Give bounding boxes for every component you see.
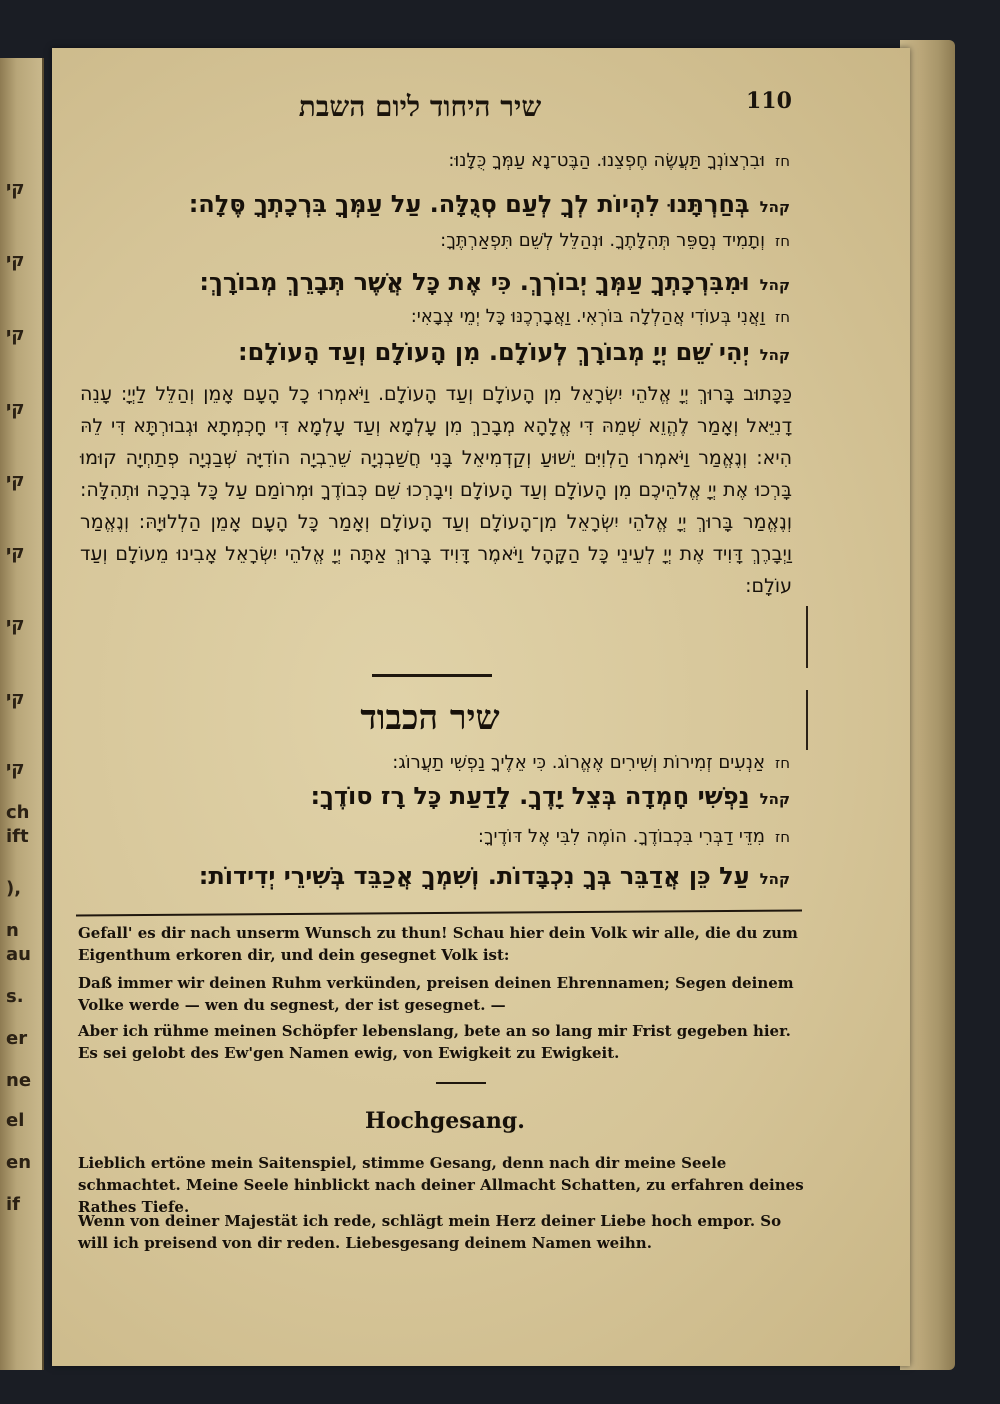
page-title: שיר היחוד ליום השבת bbox=[298, 90, 542, 123]
german-paragraph: Wenn von deiner Majestät ich rede, schlägt mein Herz deiner Liebe hoch empor. So will ich preisend von dir reden. Liebesgesang deinem Namen weihn. bbox=[78, 1212, 782, 1252]
hymn-line-cantor: חזאַנְעִים זְמִירוֹת וְשִׁירִים אֶאֱרוֹג. כִּי אֵלֶיךָ נַפְשִׁי תַעֲרוֹג: bbox=[392, 752, 790, 773]
margin-fragment: קי bbox=[6, 614, 25, 635]
hymn-line-kahal: קהליְהִי שֵׁם יְיָ מְבוֹרָךְ לְעוֹלָם. מִן הָעוֹלָם וְעַד הָעוֹלָם: bbox=[238, 338, 790, 366]
margin-fragment: קי bbox=[6, 688, 25, 709]
page-number: 110 bbox=[746, 88, 792, 114]
margin-fragment: קי bbox=[6, 178, 25, 199]
hymn-line-kahal: קהלבְּחַרְתָּנוּ לִהְיוֹת לְךָ לְעַם סְגֻלָּה. עַל עַמְּךָ בִּרְכָתְךָ סֶּלָה: bbox=[188, 190, 790, 218]
role-label: חז bbox=[775, 754, 790, 772]
margin-fragment: n bbox=[6, 920, 19, 941]
role-label: קהל bbox=[759, 790, 790, 808]
margin-fragment: ne bbox=[6, 1070, 32, 1091]
margin-fragment: s. bbox=[6, 986, 24, 1007]
margin-fragment: au bbox=[6, 944, 31, 965]
margin-fragment: ch bbox=[6, 802, 30, 823]
margin-fragment: ), bbox=[6, 878, 22, 899]
section-divider bbox=[372, 674, 492, 677]
previous-page-edge bbox=[0, 58, 44, 1370]
margin-bar bbox=[806, 690, 808, 750]
german-paragraph: Daß immer wir deinen Ruhm verkünden, preisen deinen Ehrennamen; Segen deinem Volke werde — wen du segnest, der ist gesegnet. — bbox=[78, 974, 794, 1014]
margin-fragment: ift bbox=[6, 826, 29, 847]
margin-fragment: קי bbox=[6, 324, 25, 345]
german-paragraph: Aber ich rühme meinen Schöpfer lebenslang, bete an so lang mir Frist gegeben hier. Es sei gelobt des Ew'gen Namen ewig, von Ewigkeit zu Ewigkeit. bbox=[78, 1022, 791, 1062]
role-label: חז bbox=[775, 232, 790, 250]
german-paragraph: Gefall' es dir nach unserm Wunsch zu thun! Schau hier dein Volk wir alle, die du zum Eigenthum erkoren dir, und dein gesegnet Volk ist: bbox=[78, 924, 798, 964]
role-label: חז bbox=[775, 308, 790, 326]
margin-fragment: קי bbox=[6, 542, 25, 563]
margin-fragment: קי bbox=[6, 398, 25, 419]
margin-fragment: er bbox=[6, 1028, 28, 1049]
margin-fragment: קי bbox=[6, 758, 25, 779]
margin-fragment: el bbox=[6, 1110, 25, 1131]
role-label: קהל bbox=[759, 346, 790, 364]
hymn-line-cantor: חזוַאֲנִי בְּעוֹדִי אֲהַלְלָה בּוֹרְאִי. וַאֲבָרְכֶנּוּ כָּל יְמֵי צְבָאִי: bbox=[410, 306, 790, 327]
margin-bar bbox=[806, 606, 808, 668]
hymn-line-cantor: חזמִדֵּי דַבְּרִי בִּכְבוֹדֶךָ. הוֹמֶה לִבִּי אֶל דּוֹדֶיךָ: bbox=[477, 826, 790, 847]
german-section-title: Hochgesang. bbox=[365, 1108, 525, 1134]
margin-fragment: קי bbox=[6, 250, 25, 271]
hymn-line-kahal: קהלוּמִבִּרְכָתְךָ עַמְּךָ יְבוֹרְךְ. כִּי אֶת כָּל אֲשֶׁר תְּבָרֵךְ מְבוֹרָךְ: bbox=[199, 268, 790, 296]
role-label: קהל bbox=[759, 198, 790, 216]
margin-fragment: if bbox=[6, 1194, 21, 1215]
section-divider bbox=[436, 1082, 486, 1084]
role-label: חז bbox=[775, 152, 790, 170]
role-label: קהל bbox=[759, 276, 790, 294]
hymn-line-kahal: קהלעַל כֵּן אֲדַבֵּר בְּךָ נִכְבָּדוֹת. וְשִׁמְךָ אֲכַבֵּד בְּשִׁירֵי יְדִידוֹת: bbox=[198, 862, 790, 890]
margin-fragment: קי bbox=[6, 470, 25, 491]
hymn-line-cantor: חזוְתָמִיד נְסַפֵּר תְּהִלָּתֶךָ. וּנְהַלֵּל לְשֵׁם תִּפְאַרְתֶּךָ: bbox=[440, 230, 790, 251]
german-paragraph: Lieblich ertöne mein Saitenspiel, stimme Gesang, denn nach dir meine Seele schmachtet. Meine Seele hinblickt nach deiner Allmacht Schatten, zu erfahren deines Rathes Tiefe. bbox=[78, 1154, 804, 1216]
hymn-line-cantor: חזוּבִרְצוֹנְךָ תַּעֲשֶׂה חֶפְצֵנוּ. הַבֶּט־נָא עַמְּךָ כֻּלָּנוּ: bbox=[448, 150, 790, 171]
section-title: שיר הכבוד bbox=[360, 698, 500, 738]
role-label: קהל bbox=[759, 870, 790, 888]
scripture-paragraph: כַּכָּתוּב בָּרוּךְ יְיָ אֱלֹהֵי יִשְׂרָאֵל מִן הָעוֹלָם וְעַד הָעוֹלָם. וַיֹּאמְרוּ כָל הָעָם אָמֵן וְהַלֵּל לַיְיָ: עָנֵה דָנִיֵּאל וְאָמַר לֶהֱוֵא שְׁמֵהּ דִּי אֱלָהָא מְבָרַךְ מִן עָלְמָא וְעַד עָלְמָא דִּי חָכְמְתָא וּגְבוּרְתָּא דִּי לֵהּ הִיא: וְנֶאֱמַר וַיֹּאמְרוּ הַלְוִיִּם יֵשׁוּעַ וְקַדְמִיאֵל בָּנִי חֲשַׁבְנְיָה שֵׁרֵבְיָה הוֹדִיָּה שְׁבַנְיָה פְתַחְיָה קוּמוּ בָּרְכוּ אֶת יְיָ אֱלֹהֵיכֶם מִן הָעוֹלָם וְעַד הָעוֹלָם וִיבָרְכוּ שֵׁם כְּבוֹדֶךָ וּמְרוֹמַם עַל כָּל בְּרָכָה וּתְהִלָּה: וְנֶאֱמַר בָּרוּךְ יְיָ אֱלֹהֵי יִשְׂרָאֵל מִן־הָעוֹלָם וְעַד הָעוֹלָם וְאָמַר כָּל הָעָם אָמֵן הַלְלוּיָהּ: וְנֶאֱמַר וַיְבָרֶךְ דָּוִיד אֶת יְיָ לְעֵינֵי כָּל הַקָּהָל וַיֹּאמֶר דָּוִיד בָּרוּךְ אַתָּה יְיָ אֱלֹהֵי יִשְׂרָאֵל אָבִינוּ מֵעוֹלָם וְעַד עוֹלָם: bbox=[80, 383, 792, 597]
margin-fragment: en bbox=[6, 1152, 32, 1173]
hymn-line-kahal: קהלנַפְשִׁי חָמְדָה בְּצֵל יָדֶךָ. לָדַעַת כָּל רָז סוֹדֶךָ: bbox=[310, 782, 790, 810]
role-label: חז bbox=[775, 828, 790, 846]
